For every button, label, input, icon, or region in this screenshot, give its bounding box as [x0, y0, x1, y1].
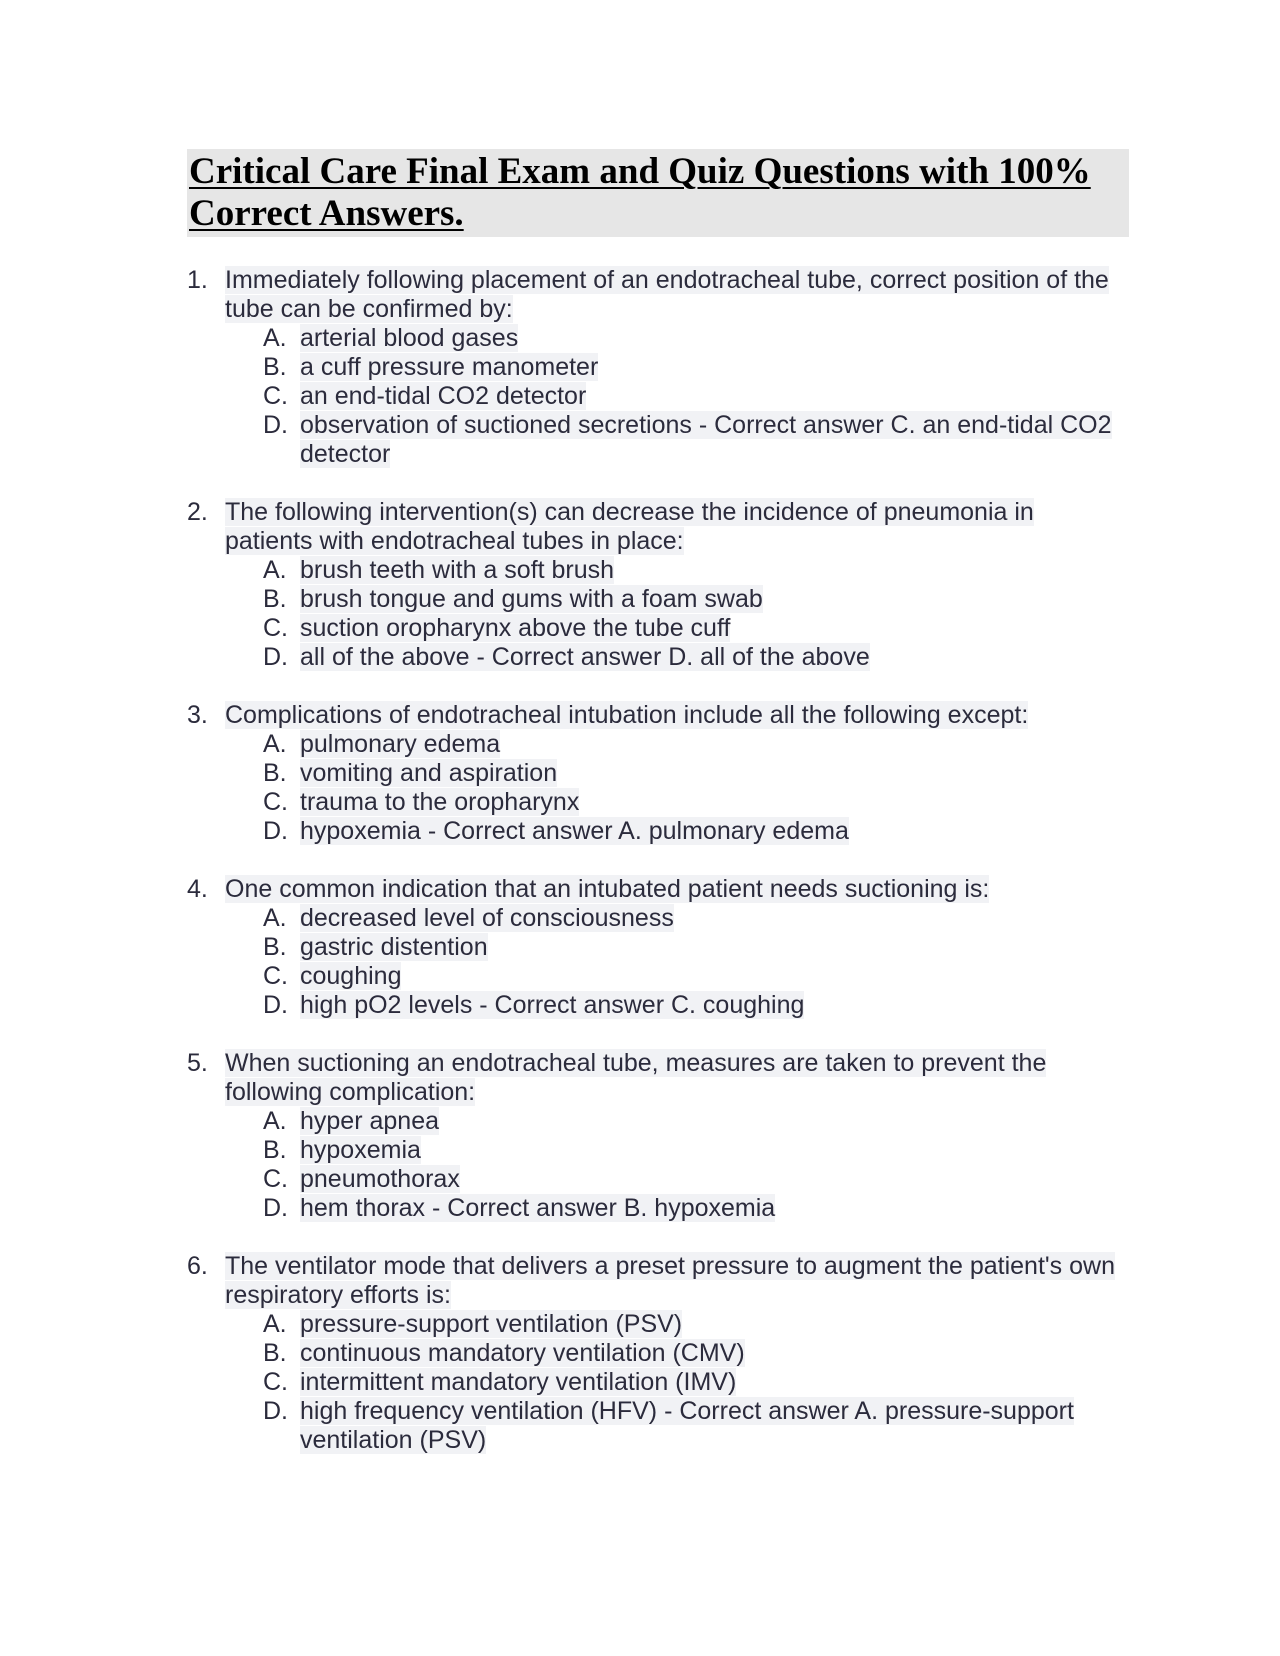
option-list	[225, 556, 1127, 672]
option-c	[225, 1368, 1127, 1397]
option-letter: D.	[263, 1397, 288, 1425]
option-letter: C.	[263, 788, 288, 816]
question-4	[187, 875, 1127, 1020]
option-text: a cuff pressure manometer	[300, 353, 599, 381]
question-number: 1.	[187, 266, 208, 294]
option-b	[225, 759, 1127, 788]
option-text: hyper apnea	[300, 1107, 440, 1135]
option-letter: B.	[263, 1136, 287, 1164]
option-letter: D.	[263, 991, 288, 1019]
option-list	[225, 904, 1127, 1020]
title-block	[187, 149, 1129, 237]
option-text: high frequency ventilation (HFV) - Correct answer A. pressure-support ventilation (PSV)	[300, 1397, 1074, 1454]
option-letter: A.	[263, 730, 287, 758]
option-a	[225, 556, 1127, 585]
option-letter: B.	[263, 933, 287, 961]
option-d	[225, 817, 1127, 846]
option-list	[225, 1107, 1127, 1223]
option-b	[225, 933, 1127, 962]
option-letter: D.	[263, 817, 288, 845]
option-a	[225, 1107, 1127, 1136]
question-number: 4.	[187, 875, 208, 903]
option-list	[225, 730, 1127, 846]
option-text: pulmonary edema	[300, 730, 501, 758]
option-text: coughing	[300, 962, 402, 990]
option-letter: D.	[263, 1194, 288, 1222]
option-a	[225, 324, 1127, 353]
option-letter: A.	[263, 556, 287, 584]
option-b	[225, 1136, 1127, 1165]
option-list	[225, 324, 1127, 469]
question-text: The ventilator mode that delivers a preset pressure to augment the patient's own respiratory efforts is:	[225, 1252, 1115, 1309]
option-list	[225, 1310, 1127, 1455]
option-b	[225, 585, 1127, 614]
question-text: Immediately following placement of an endotracheal tube, correct position of the tube can be confirmed by:	[225, 266, 1109, 323]
option-d	[225, 1194, 1127, 1223]
question-5	[187, 1049, 1127, 1223]
question-6	[187, 1252, 1127, 1455]
option-d	[225, 643, 1127, 672]
option-letter: B.	[263, 585, 287, 613]
option-text: continuous mandatory ventilation (CMV)	[300, 1339, 745, 1367]
option-c	[225, 1165, 1127, 1194]
question-number: 2.	[187, 498, 208, 526]
option-letter: C.	[263, 382, 288, 410]
option-text: suction oropharynx above the tube cuff	[300, 614, 731, 642]
question-number: 3.	[187, 701, 208, 729]
option-letter: C.	[263, 962, 288, 990]
option-letter: A.	[263, 1107, 287, 1135]
option-text: brush tongue and gums with a foam swab	[300, 585, 763, 613]
option-text: gastric distention	[300, 933, 488, 961]
option-text: high pO2 levels - Correct answer C. coughing	[300, 991, 805, 1019]
option-letter: C.	[263, 1368, 288, 1396]
option-text: pneumothorax	[300, 1165, 460, 1193]
question-text: Complications of endotracheal intubation include all the following except:	[225, 701, 1029, 729]
option-b	[225, 353, 1127, 382]
question-1	[187, 266, 1127, 469]
option-c	[225, 788, 1127, 817]
question-3	[187, 701, 1127, 846]
option-a	[225, 904, 1127, 933]
option-c	[225, 614, 1127, 643]
question-text: When suctioning an endotracheal tube, measures are taken to prevent the following complication:	[225, 1049, 1047, 1106]
option-letter: C.	[263, 1165, 288, 1193]
option-text: trauma to the oropharynx	[300, 788, 580, 816]
option-c	[225, 382, 1127, 411]
option-letter: D.	[263, 411, 288, 439]
option-a	[225, 1310, 1127, 1339]
option-a	[225, 730, 1127, 759]
option-b	[225, 1339, 1127, 1368]
option-text: intermittent mandatory ventilation (IMV)	[300, 1368, 737, 1396]
option-letter: B.	[263, 1339, 287, 1367]
option-text: brush teeth with a soft brush	[300, 556, 615, 584]
option-d	[225, 991, 1127, 1020]
option-text: all of the above - Correct answer D. all of the above	[300, 643, 870, 671]
option-text: observation of suctioned secretions - Correct answer C. an end-tidal CO2 detector	[300, 411, 1112, 468]
option-letter: A.	[263, 324, 287, 352]
option-text: pressure-support ventilation (PSV)	[300, 1310, 683, 1338]
question-text: The following intervention(s) can decrease the incidence of pneumonia in patients with endotracheal tubes in place:	[225, 498, 1034, 555]
option-letter: B.	[263, 353, 287, 381]
option-text: decreased level of consciousness	[300, 904, 674, 932]
question-2	[187, 498, 1127, 672]
option-c	[225, 962, 1127, 991]
option-text: vomiting and aspiration	[300, 759, 558, 787]
question-number: 5.	[187, 1049, 208, 1077]
option-d	[225, 1397, 1127, 1455]
question-number: 6.	[187, 1252, 208, 1280]
option-text: arterial blood gases	[300, 324, 519, 352]
option-text: hypoxemia - Correct answer A. pulmonary edema	[300, 817, 849, 845]
option-text: an end-tidal CO2 detector	[300, 382, 587, 410]
option-text: hem thorax - Correct answer B. hypoxemia	[300, 1194, 776, 1222]
document-title: Critical Care Final Exam and Quiz Questions with 100% Correct Answers.	[189, 151, 1091, 234]
option-text: hypoxemia	[300, 1136, 421, 1164]
option-letter: A.	[263, 1310, 287, 1338]
option-letter: B.	[263, 759, 287, 787]
question-list	[187, 266, 1127, 1484]
option-d	[225, 411, 1127, 469]
option-letter: D.	[263, 643, 288, 671]
question-text: One common indication that an intubated patient needs suctioning is:	[225, 875, 990, 903]
option-letter: C.	[263, 614, 288, 642]
option-letter: A.	[263, 904, 287, 932]
